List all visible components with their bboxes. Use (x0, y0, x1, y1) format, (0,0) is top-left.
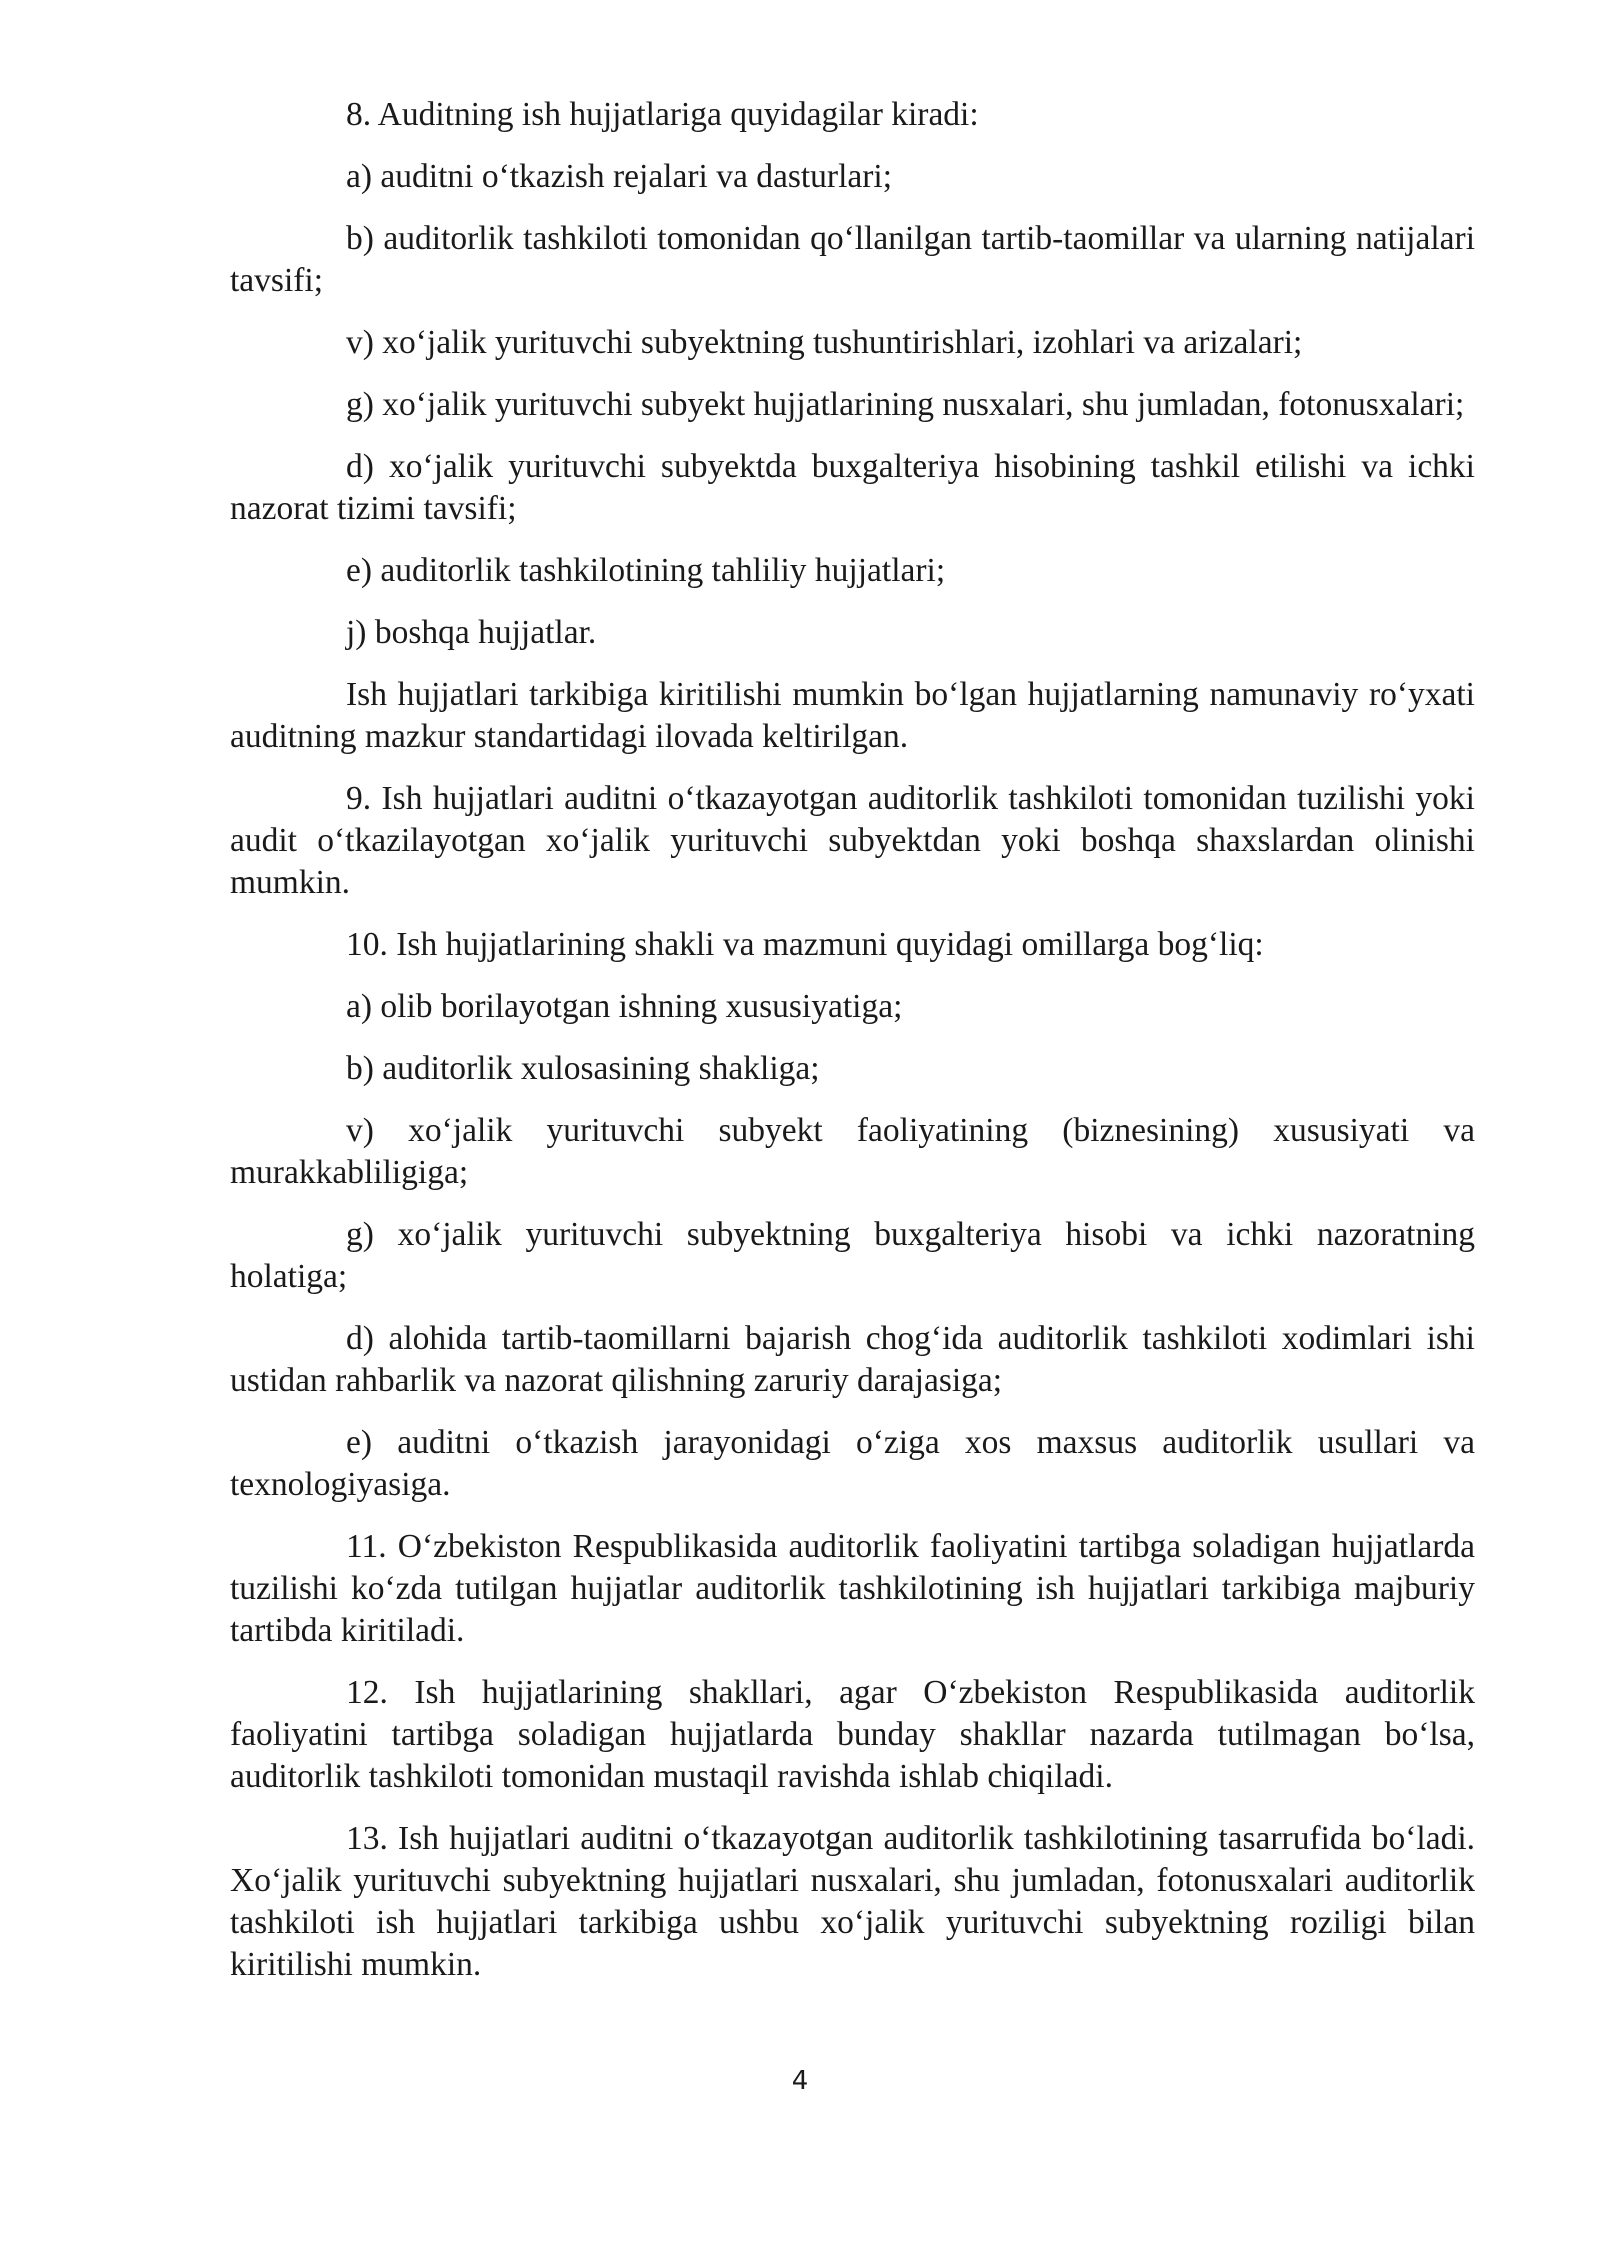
paragraph-11: 11. O‘zbekiston Respublikasida auditorlik faoliyatini tartibga soladigan hujjatlarda tuzilishi ko‘zda tutilgan hujjatlar auditorlik tashkilotining ish hujjatlari tarkibiga majburiy tartibda kiritiladi. (230, 1528, 1475, 1649)
page-number: 4 (791, 2066, 809, 2096)
paragraph-8v: v) xo‘jalik yurituvchi subyektning tushuntirishlari, izohlari va arizalari; (346, 324, 1303, 361)
paragraph-8g: g) xo‘jalik yurituvchi subyekt hujjatlarining nusxalari, shu jumladan, fotonusxalari; (346, 386, 1465, 423)
paragraph-10e: e) auditni o‘tkazish jarayonidagi o‘ziga xos maxsus auditorlik usullari va texnologiyasiga. (230, 1424, 1475, 1503)
paragraph-8d: d) xo‘jalik yurituvchi subyektda buxgalteriya hisobining tashkil etilishi va ichki nazorat tizimi tavsifi; (230, 448, 1475, 527)
paragraph-10-heading: 10. Ish hujjatlarining shakli va mazmuni quyidagi omillarga bog‘liq: (346, 926, 1264, 963)
paragraph-10g: g) xo‘jalik yurituvchi subyektning buxgalteriya hisobi va ichki nazoratning holatiga; (230, 1216, 1475, 1295)
paragraph-8b: b) auditorlik tashkiloti tomonidan qo‘llanilgan tartib-taomillar va ularning natijalari tavsifi; (230, 220, 1475, 299)
paragraph-8j: j) boshqa hujjatlar. (346, 614, 597, 651)
document-body (230, 94, 1475, 2006)
paragraph-9: 9. Ish hujjatlari auditni o‘tkazayotgan auditorlik tashkiloti tomonidan tuzilishi yoki audit o‘tkazilayotgan xo‘jalik yurituvchi subyektdan yoki boshqa shaxslardan olinishi mumkin. (230, 780, 1475, 901)
paragraph-10b: b) auditorlik xulosasining shakliga; (346, 1050, 820, 1087)
paragraph-13: 13. Ish hujjatlari auditni o‘tkazayotgan auditorlik tashkilotining tasarrufida bo‘ladi. Xo‘jalik yurituvchi subyektning hujjatlari nusxalari, shu jumladan, fotonusxalari auditorlik tashkiloti ish hujjatlari tarkibiga ushbu xo‘jalik yurituvchi subyektning roziligi bilan kiritilishi mumkin. (230, 1820, 1475, 1983)
paragraph-12: 12. Ish hujjatlarining shakllari, agar O‘zbekiston Respublikasida auditorlik faoliyatini tartibga soladigan hujjatlarda bunday shakllar nazarda tutilmagan bo‘lsa, auditorlik tashkiloti tomonidan mustaqil ravishda ishlab chiqiladi. (230, 1674, 1475, 1795)
paragraph-8-heading: 8. Auditning ish hujjatlariga quyidagilar kiradi: (346, 96, 979, 133)
paragraph-8e: e) auditorlik tashkilotining tahliliy hujjatlari; (346, 552, 946, 589)
paragraph-10v: v) xo‘jalik yurituvchi subyekt faoliyatining (biznesining) xususiyati va murakkabliligiga; (230, 1112, 1475, 1191)
paragraph-10a: a) olib borilayotgan ishning xususiyatiga; (346, 988, 903, 1025)
paragraph-10d: d) alohida tartib-taomillarni bajarish chog‘ida auditorlik tashkiloti xodimlari ishi ustidan rahbarlik va nazorat qilishning zaruriy darajasiga; (230, 1320, 1475, 1399)
paragraph-8a: a) auditni o‘tkazish rejalari va dasturlari; (346, 158, 893, 195)
paragraph-8-note: Ish hujjatlari tarkibiga kiritilishi mumkin bo‘lgan hujjatlarning namunaviy ro‘yxati auditning mazkur standartidagi ilovada keltirilgan. (230, 676, 1475, 755)
